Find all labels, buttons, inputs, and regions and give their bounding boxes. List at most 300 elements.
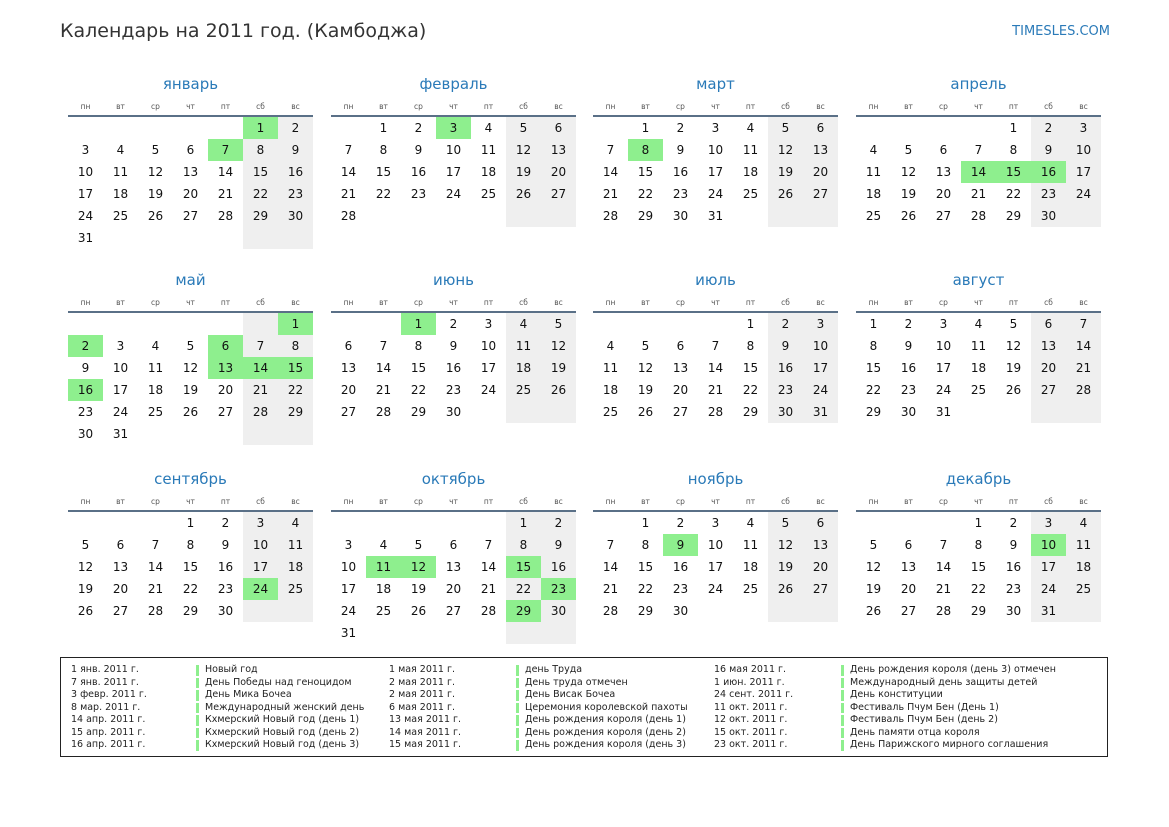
legend-row <box>389 689 699 702</box>
day-cell: 6 <box>816 121 825 135</box>
day-cell: 8 <box>379 143 388 157</box>
weekday-label: пт <box>745 102 756 111</box>
day-cell: 7 <box>606 538 615 552</box>
day-cell: 31 <box>935 405 952 419</box>
month-name: ноябрь <box>687 470 744 488</box>
weekday-label: пн <box>80 102 91 111</box>
holiday-day-cell: 10 <box>1031 534 1066 556</box>
day-cell: 19 <box>777 560 794 574</box>
weekday-header <box>331 102 576 112</box>
day-cell: 12 <box>550 339 567 353</box>
weekday-label: пн <box>605 102 616 111</box>
weekday-label: чт <box>974 497 983 506</box>
day-cell: 28 <box>602 209 619 223</box>
month-name: апрель <box>950 75 1007 93</box>
holiday-day-cell: 7 <box>208 139 243 161</box>
day-cell: 18 <box>287 560 304 574</box>
month-name: июнь <box>432 271 475 289</box>
weekday-label: пт <box>220 298 231 307</box>
day-cell: 24 <box>707 582 724 596</box>
day-cell: 30 <box>672 209 689 223</box>
weekday-label: вс <box>816 298 825 307</box>
day-cell: 9 <box>291 143 300 157</box>
day-cell: 26 <box>182 405 199 419</box>
day-cell: 15 <box>742 361 759 375</box>
weekday-label: ср <box>151 298 160 307</box>
day-cell: 26 <box>777 582 794 596</box>
day-cell: 22 <box>375 187 392 201</box>
day-cell: 31 <box>340 626 357 640</box>
day-cell: 7 <box>379 339 388 353</box>
day-cell: 4 <box>974 317 983 331</box>
holiday-day-cell: 1 <box>278 313 313 335</box>
day-cell: 10 <box>340 560 357 574</box>
day-cell: 25 <box>742 187 759 201</box>
day-cell: 11 <box>480 143 497 157</box>
day-cell: 22 <box>515 582 532 596</box>
legend-row <box>71 714 381 727</box>
day-cell: 12 <box>777 143 794 157</box>
day-cell: 10 <box>445 143 462 157</box>
day-cell: 19 <box>182 383 199 397</box>
holiday-date: 13 мая 2011 г. <box>389 714 462 725</box>
day-cell: 26 <box>515 187 532 201</box>
weekday-label: вт <box>904 497 913 506</box>
day-cell: 4 <box>291 516 300 530</box>
day-cell: 17 <box>1075 165 1092 179</box>
day-cell: 14 <box>602 560 619 574</box>
day-cell: 27 <box>1040 383 1057 397</box>
day-cell: 10 <box>252 538 269 552</box>
day-cell: 29 <box>182 604 199 618</box>
day-cell: 18 <box>742 165 759 179</box>
day-cell: 27 <box>900 604 917 618</box>
day-cell: 30 <box>287 209 304 223</box>
legend-row <box>714 739 1099 752</box>
day-cell: 15 <box>637 560 654 574</box>
day-cell: 9 <box>414 143 423 157</box>
day-cell: 27 <box>445 604 462 618</box>
weekday-label: сб <box>256 298 265 307</box>
month-name: декабрь <box>945 470 1012 488</box>
day-cell: 21 <box>970 187 987 201</box>
weekday-label: чт <box>711 298 720 307</box>
weekday-label: вт <box>641 102 650 111</box>
legend-row <box>71 677 381 690</box>
day-cell: 21 <box>1075 361 1092 375</box>
day-cell: 23 <box>217 582 234 596</box>
day-cell: 19 <box>410 582 427 596</box>
day-cell: 8 <box>291 339 300 353</box>
day-cell: 2 <box>676 121 685 135</box>
day-cell: 13 <box>340 361 357 375</box>
weekday-header <box>856 102 1101 112</box>
day-cell: 11 <box>515 339 532 353</box>
holiday-name: Международный день защиты детей <box>850 676 1038 688</box>
day-cell: 27 <box>217 405 234 419</box>
day-cell: 17 <box>935 361 952 375</box>
day-cell: 10 <box>77 165 94 179</box>
day-cell: 20 <box>812 165 829 179</box>
weekday-label: пт <box>220 497 231 506</box>
day-cell: 8 <box>974 538 983 552</box>
weekday-label: вс <box>291 497 300 506</box>
holiday-day-cell: 16 <box>1031 161 1066 183</box>
day-cell: 4 <box>519 317 528 331</box>
day-cell: 5 <box>414 538 423 552</box>
day-cell: 30 <box>445 405 462 419</box>
weekday-label: чт <box>449 298 458 307</box>
holiday-day-cell: 11 <box>366 556 401 578</box>
day-cell: 28 <box>602 604 619 618</box>
day-cell: 10 <box>812 339 829 353</box>
day-cell: 10 <box>1075 143 1092 157</box>
day-cell: 5 <box>186 339 195 353</box>
day-cell: 4 <box>151 339 160 353</box>
day-cell: 10 <box>480 339 497 353</box>
legend-row <box>389 739 699 752</box>
holiday-date: 1 июн. 2011 г. <box>714 676 785 688</box>
day-cell: 23 <box>672 187 689 201</box>
day-cell: 22 <box>410 383 427 397</box>
day-cell: 31 <box>1040 604 1057 618</box>
day-cell: 3 <box>711 121 720 135</box>
holiday-name: День конституции <box>850 689 943 700</box>
weekday-label: чт <box>449 497 458 506</box>
day-cell: 9 <box>781 339 790 353</box>
day-cell: 4 <box>116 143 125 157</box>
day-cell: 28 <box>707 405 724 419</box>
day-cell: 24 <box>1075 187 1092 201</box>
holiday-day-cell: 15 <box>996 161 1031 183</box>
day-cell: 20 <box>935 187 952 201</box>
day-cell: 15 <box>182 560 199 574</box>
day-cell: 27 <box>550 187 567 201</box>
day-cell: 13 <box>672 361 689 375</box>
day-cell: 1 <box>974 516 983 530</box>
holiday-date: 12 окт. 2011 г. <box>714 714 788 725</box>
day-cell: 6 <box>904 538 913 552</box>
holiday-day-cell: 9 <box>663 534 698 556</box>
day-cell: 17 <box>707 560 724 574</box>
day-cell: 12 <box>77 560 94 574</box>
weekday-label: ср <box>151 102 160 111</box>
day-cell: 22 <box>252 187 269 201</box>
day-cell: 17 <box>445 165 462 179</box>
day-cell: 25 <box>970 383 987 397</box>
legend-row <box>714 677 1099 690</box>
day-cell: 30 <box>1040 209 1057 223</box>
holiday-day-cell: 15 <box>506 556 541 578</box>
legend-column <box>714 664 1099 752</box>
day-cell: 11 <box>112 165 129 179</box>
day-cell: 12 <box>147 165 164 179</box>
legend-row <box>71 702 381 715</box>
day-cell: 21 <box>480 582 497 596</box>
day-cell: 2 <box>781 317 790 331</box>
holiday-day-cell: 2 <box>68 335 103 357</box>
day-cell: 10 <box>707 538 724 552</box>
weekday-label: ср <box>414 497 423 506</box>
holiday-legend <box>60 657 1108 757</box>
day-cell: 6 <box>1044 317 1053 331</box>
holiday-name: Фестиваль Пчум Бен (День 1) <box>850 701 999 713</box>
day-cell: 14 <box>217 165 234 179</box>
day-cell: 10 <box>935 339 952 353</box>
legend-row <box>714 664 1099 677</box>
day-cell: 5 <box>781 516 790 530</box>
day-cell: 14 <box>1075 339 1092 353</box>
holiday-day-cell: 15 <box>278 357 313 379</box>
day-cell: 7 <box>606 143 615 157</box>
day-cell: 30 <box>1005 604 1022 618</box>
weekday-label: пн <box>868 102 879 111</box>
day-cell: 8 <box>869 339 878 353</box>
day-cell: 2 <box>554 516 563 530</box>
weekday-header <box>593 298 838 308</box>
holiday-name: День рождения короля (день 2) <box>525 726 686 738</box>
weekday-label: вс <box>554 298 563 307</box>
day-cell: 29 <box>637 209 654 223</box>
weekday-label: сб <box>519 298 528 307</box>
day-cell: 19 <box>550 361 567 375</box>
holiday-name: день Труда <box>525 664 583 675</box>
weekday-label: пн <box>80 298 91 307</box>
day-cell: 24 <box>707 187 724 201</box>
holiday-marker <box>841 715 844 726</box>
day-cell: 3 <box>484 317 493 331</box>
day-cell: 14 <box>375 361 392 375</box>
day-cell: 17 <box>1040 560 1057 574</box>
day-cell: 11 <box>865 165 882 179</box>
day-cell: 25 <box>515 383 532 397</box>
day-cell: 20 <box>812 560 829 574</box>
holiday-marker <box>516 728 519 739</box>
day-cell: 20 <box>340 383 357 397</box>
day-cell: 29 <box>410 405 427 419</box>
holiday-name: День Парижского мирного соглашения <box>850 739 1049 750</box>
weekday-label: пт <box>220 102 231 111</box>
legend-row <box>714 689 1099 702</box>
holiday-day-cell: 13 <box>208 357 243 379</box>
day-cell: 11 <box>147 361 164 375</box>
weekday-label: пн <box>868 298 879 307</box>
day-cell: 25 <box>287 582 304 596</box>
holiday-name: День памяти отца короля <box>850 726 980 738</box>
weekday-label: вт <box>641 497 650 506</box>
day-cell: 25 <box>865 209 882 223</box>
day-cell: 25 <box>112 209 129 223</box>
day-cell: 6 <box>116 538 125 552</box>
day-cell: 19 <box>1005 361 1022 375</box>
holiday-date: 2 мая 2011 г. <box>389 676 455 688</box>
holiday-date: 2 мая 2011 г. <box>389 689 455 700</box>
day-cell: 6 <box>816 516 825 530</box>
day-cell: 16 <box>410 165 427 179</box>
holiday-name: День рождения короля (день 3) <box>525 739 686 750</box>
day-cell: 21 <box>602 187 619 201</box>
weekday-label: пт <box>1008 298 1019 307</box>
legend-column <box>71 664 381 752</box>
day-cell: 28 <box>340 209 357 223</box>
weekday-label: вс <box>1079 298 1088 307</box>
day-cell: 27 <box>935 209 952 223</box>
holiday-name: Новый год <box>205 664 258 675</box>
holiday-date: 14 апр. 2011 г. <box>71 714 146 725</box>
site-link[interactable]: TIMESLES.COM <box>1012 24 1110 39</box>
day-cell: 13 <box>445 560 462 574</box>
weekday-header <box>68 298 313 308</box>
day-cell: 3 <box>711 516 720 530</box>
day-cell: 16 <box>672 165 689 179</box>
weekday-label: ср <box>151 497 160 506</box>
day-cell: 8 <box>186 538 195 552</box>
day-cell: 7 <box>151 538 160 552</box>
day-cell: 26 <box>147 209 164 223</box>
holiday-date: 16 апр. 2011 г. <box>71 739 146 750</box>
day-cell: 5 <box>904 143 913 157</box>
weekday-label: сб <box>256 102 265 111</box>
day-cell: 11 <box>970 339 987 353</box>
day-cell: 17 <box>340 582 357 596</box>
day-cell: 22 <box>182 582 199 596</box>
day-cell: 14 <box>707 361 724 375</box>
day-cell: 19 <box>865 582 882 596</box>
weekday-header <box>593 102 838 112</box>
page-title: Календарь на 2011 год. (Камбоджа) <box>60 20 427 42</box>
weekday-label: чт <box>974 102 983 111</box>
day-cell: 20 <box>1040 361 1057 375</box>
holiday-date: 15 апр. 2011 г. <box>71 726 146 738</box>
day-cell: 13 <box>1040 339 1057 353</box>
day-cell: 9 <box>81 361 90 375</box>
day-cell: 7 <box>1079 317 1088 331</box>
holiday-date: 3 февр. 2011 г. <box>71 689 147 700</box>
day-cell: 8 <box>256 143 265 157</box>
day-cell: 15 <box>410 361 427 375</box>
month-name: сентябрь <box>154 470 227 488</box>
weekday-label: вс <box>554 497 563 506</box>
holiday-date: 8 мар. 2011 г. <box>71 701 141 713</box>
day-cell: 29 <box>970 604 987 618</box>
day-cell: 31 <box>812 405 829 419</box>
day-cell: 27 <box>340 405 357 419</box>
weekday-label: сб <box>519 102 528 111</box>
day-cell: 1 <box>186 516 195 530</box>
day-cell: 3 <box>116 339 125 353</box>
day-cell: 22 <box>742 383 759 397</box>
day-cell: 8 <box>519 538 528 552</box>
day-cell: 7 <box>344 143 353 157</box>
weekday-header <box>856 298 1101 308</box>
day-cell: 8 <box>414 339 423 353</box>
month-name: май <box>175 271 206 289</box>
day-cell: 4 <box>869 143 878 157</box>
day-cell: 25 <box>742 582 759 596</box>
day-cell: 29 <box>637 604 654 618</box>
weekday-label: вт <box>904 102 913 111</box>
day-cell: 17 <box>707 165 724 179</box>
day-cell: 24 <box>77 209 94 223</box>
holiday-name: Кхмерский Новый год (день 3) <box>205 739 360 750</box>
weekday-label: ср <box>939 497 948 506</box>
holiday-marker <box>196 665 199 676</box>
day-cell: 24 <box>1040 582 1057 596</box>
day-cell: 29 <box>287 405 304 419</box>
day-cell: 21 <box>375 383 392 397</box>
day-cell: 26 <box>1005 383 1022 397</box>
header-rule <box>68 311 313 313</box>
holiday-marker <box>841 703 844 714</box>
legend-row <box>714 702 1099 715</box>
holiday-marker <box>196 740 199 751</box>
day-cell: 17 <box>812 361 829 375</box>
weekday-label: вс <box>816 497 825 506</box>
weekday-label: чт <box>186 298 195 307</box>
weekday-label: пт <box>745 497 756 506</box>
day-cell: 12 <box>637 361 654 375</box>
day-cell: 22 <box>970 582 987 596</box>
day-cell: 17 <box>77 187 94 201</box>
holiday-date: 24 сент. 2011 г. <box>714 689 794 700</box>
weekday-label: пт <box>483 497 494 506</box>
day-cell: 22 <box>637 187 654 201</box>
day-cell: 26 <box>865 604 882 618</box>
holiday-marker <box>516 690 519 701</box>
day-cell: 23 <box>1005 582 1022 596</box>
day-cell: 23 <box>900 383 917 397</box>
holiday-marker <box>841 665 844 676</box>
day-cell: 3 <box>344 538 353 552</box>
day-cell: 25 <box>375 604 392 618</box>
day-cell: 11 <box>742 143 759 157</box>
holiday-marker <box>841 728 844 739</box>
day-cell: 9 <box>1044 143 1053 157</box>
day-cell: 13 <box>812 143 829 157</box>
day-cell: 30 <box>777 405 794 419</box>
weekday-label: сб <box>781 497 790 506</box>
day-cell: 28 <box>147 604 164 618</box>
day-cell: 25 <box>1075 582 1092 596</box>
day-cell: 3 <box>816 317 825 331</box>
weekday-label: ср <box>676 497 685 506</box>
legend-row <box>389 714 699 727</box>
day-cell: 17 <box>252 560 269 574</box>
holiday-date: 1 мая 2011 г. <box>389 664 455 675</box>
day-cell: 21 <box>602 582 619 596</box>
day-cell: 5 <box>81 538 90 552</box>
day-cell: 28 <box>935 604 952 618</box>
day-cell: 7 <box>974 143 983 157</box>
day-cell: 21 <box>252 383 269 397</box>
month-name: февраль <box>419 75 488 93</box>
holiday-name: Фестиваль Пчум Бен (день 2) <box>850 714 998 725</box>
day-cell: 2 <box>676 516 685 530</box>
weekday-label: пн <box>343 102 354 111</box>
day-cell: 24 <box>445 187 462 201</box>
holiday-date: 1 янв. 2011 г. <box>71 664 139 675</box>
day-cell: 9 <box>1009 538 1018 552</box>
day-cell: 5 <box>151 143 160 157</box>
day-cell: 27 <box>112 604 129 618</box>
day-cell: 23 <box>445 383 462 397</box>
day-cell: 29 <box>742 405 759 419</box>
weekday-label: вс <box>1079 497 1088 506</box>
day-cell: 18 <box>515 361 532 375</box>
day-cell: 30 <box>217 604 234 618</box>
holiday-name: День Победы над геноцидом <box>205 676 352 688</box>
day-cell: 25 <box>480 187 497 201</box>
